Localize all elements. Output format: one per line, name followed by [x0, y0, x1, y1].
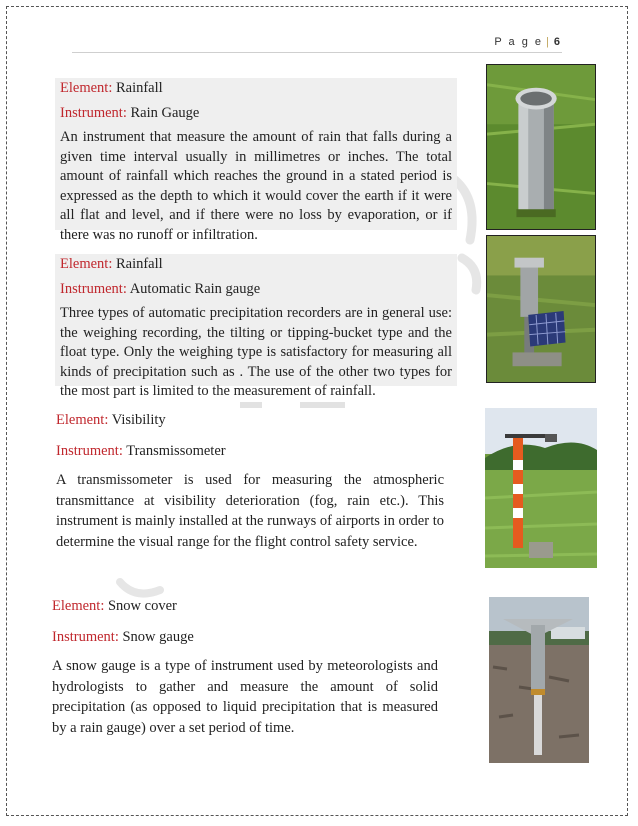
- section-automatic-rain-gauge: [55, 254, 457, 400]
- instrument-value: Automatic Rain gauge: [129, 281, 261, 297]
- page-number: 6: [553, 36, 560, 48]
- page-word: P a g e: [494, 36, 544, 48]
- instrument-label: [60, 279, 452, 299]
- element-label: [60, 78, 452, 98]
- section-rain-gauge: [55, 78, 457, 243]
- instrument-value: Rain Gauge: [130, 105, 200, 121]
- transmissometer-photo: [485, 408, 597, 568]
- instrument-value: Snow gauge: [122, 629, 194, 645]
- instrument-label: [56, 441, 444, 461]
- element-label: [52, 596, 438, 616]
- element-value: Rainfall: [115, 256, 163, 272]
- description: An instrument that measure the amount of rain that falls during a given time interval usually in millimetres or inches. The total amount of rainfall which reaches the ground in a stated period is expressed as the depth to which it would cover the earth if it were all flat and level, and if there were no loss by evaporation, or if there was no runoff or infiltration.: [60, 129, 452, 243]
- element-key: Element:: [60, 80, 113, 96]
- instrument-value: Transmissometer: [126, 443, 226, 459]
- instrument-key: Instrument:: [56, 443, 123, 459]
- description: A transmissometer is used for measuring the atmospheric transmittance at visibility deterioration (fog, rain etc.). This instrument is mainly installed at the runways of airports in order to determine the visual range for the flight control safety service.: [56, 472, 444, 550]
- element-key: Element:: [60, 256, 113, 272]
- element-key: Element:: [56, 412, 109, 428]
- description: Three types of automatic precipitation recorders are in general use: the weighing recording, the tilting or tipping-bucket type and the float type. Only the weighing type is satisfactory for measuring all kinds of precipitation such as . The use of the other two types for the most part is limited to the measurement of rainfall.: [60, 305, 452, 400]
- instrument-key: Instrument:: [60, 105, 127, 121]
- instrument-label: [60, 103, 452, 123]
- element-value: Rainfall: [115, 80, 163, 96]
- section-snow-gauge: [52, 596, 438, 738]
- element-label: [56, 410, 444, 430]
- description: A snow gauge is a type of instrument used by meteorologists and hydrologists to gather and measure the amount of solid precipitation (as opposed to liquid precipitation that is measured by a rain gauge) over a set period of time.: [52, 658, 438, 736]
- page-separator: |: [546, 36, 551, 48]
- element-value: Snow cover: [107, 598, 177, 614]
- page-number-header: [494, 36, 560, 48]
- rain-gauge-photo: [486, 64, 596, 230]
- element-key: Element:: [52, 598, 105, 614]
- element-label: [60, 254, 452, 274]
- snow-gauge-photo: [489, 597, 589, 763]
- instrument-label: [52, 627, 438, 647]
- section-transmissometer: [56, 410, 444, 552]
- header-rule: [72, 52, 562, 53]
- automatic-rain-gauge-photo: [486, 235, 596, 383]
- instrument-key: Instrument:: [60, 281, 127, 297]
- instrument-key: Instrument:: [52, 629, 119, 645]
- element-value: Visibility: [111, 412, 166, 428]
